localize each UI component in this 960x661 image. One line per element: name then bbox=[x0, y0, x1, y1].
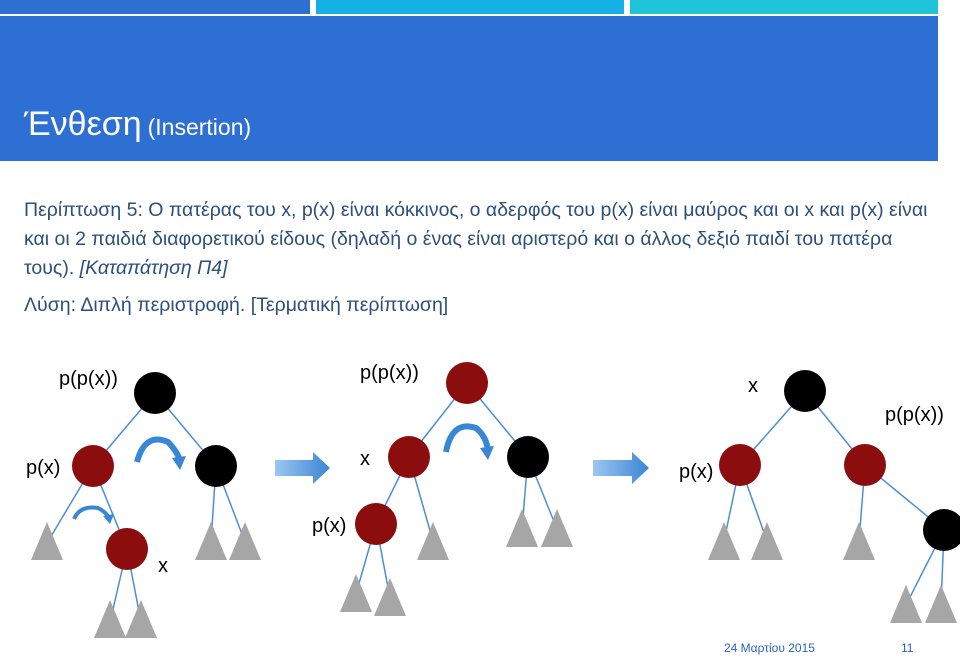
next-step-arrow-icon bbox=[593, 452, 649, 484]
label-t1-px: p(x) bbox=[26, 457, 61, 479]
label-t3-ppx: p(p(x)) bbox=[885, 404, 944, 426]
label-t1-x: x bbox=[158, 555, 168, 577]
solution-text: Λύση: Διπλή περιστροφή. [Τερματική περίπτωση] bbox=[24, 294, 449, 316]
title-main: Ένθεση bbox=[24, 105, 142, 143]
red-node bbox=[719, 444, 761, 486]
leaf-triangle bbox=[541, 509, 573, 547]
tree-3 bbox=[679, 370, 960, 623]
red-node bbox=[446, 362, 488, 404]
leaf-triangle bbox=[374, 578, 406, 616]
leaf-triangle bbox=[925, 585, 957, 623]
leaf-triangle bbox=[506, 509, 538, 547]
black-node bbox=[923, 509, 960, 551]
label-t2-x: x bbox=[360, 448, 370, 470]
leaf-triangle bbox=[843, 522, 875, 560]
leaf-triangle bbox=[94, 600, 126, 638]
tree-2 bbox=[312, 362, 573, 616]
label-t2-ppx: p(p(x)) bbox=[360, 362, 419, 384]
leaf-triangle bbox=[417, 522, 449, 560]
leaf-triangle bbox=[340, 574, 372, 612]
footer-date: 24 Μαρτίου 2015 bbox=[724, 641, 815, 655]
leaf-triangle bbox=[195, 522, 227, 560]
rotate-arrow-icon bbox=[74, 507, 109, 519]
leaf-triangle bbox=[890, 585, 922, 623]
label-t3-px: p(x) bbox=[679, 461, 714, 483]
leaf-triangle bbox=[31, 522, 63, 560]
page-number: 11 bbox=[901, 641, 914, 655]
label-t2-px: p(x) bbox=[312, 515, 347, 537]
title-subtitle: (Insertion) bbox=[147, 114, 252, 140]
leaf-triangle bbox=[229, 522, 261, 560]
next-step-arrow-icon bbox=[275, 452, 330, 484]
leaf-triangle bbox=[708, 522, 740, 560]
tree-1 bbox=[26, 368, 261, 638]
red-node bbox=[355, 503, 397, 545]
violation-note: [Καταπάτηση Π4] bbox=[79, 257, 228, 279]
label-t3-x: x bbox=[748, 375, 758, 397]
red-node bbox=[72, 445, 114, 487]
black-node bbox=[507, 436, 549, 478]
red-node bbox=[844, 444, 886, 486]
black-node bbox=[784, 370, 826, 412]
black-node bbox=[195, 445, 237, 487]
black-node bbox=[134, 372, 176, 414]
red-node bbox=[388, 436, 430, 478]
red-node bbox=[106, 528, 148, 570]
leaf-triangle bbox=[125, 600, 157, 638]
case-text: Περίπτωση 5: Ο πατέρας του x, p(x) είναι κόκκινος, ο αδερφός του p(x) είναι μαύρος και οι x και p(x) είναι και οι 2 παιδιά διαφορετικού είδους (δηλαδή ο ένας είναι αριστερό και ο άλλος δεξιό παιδί του πατέρα τους). bbox=[24, 199, 928, 279]
leaf-triangle bbox=[751, 522, 783, 560]
label-t1-ppx: p(p(x)) bbox=[59, 368, 118, 390]
